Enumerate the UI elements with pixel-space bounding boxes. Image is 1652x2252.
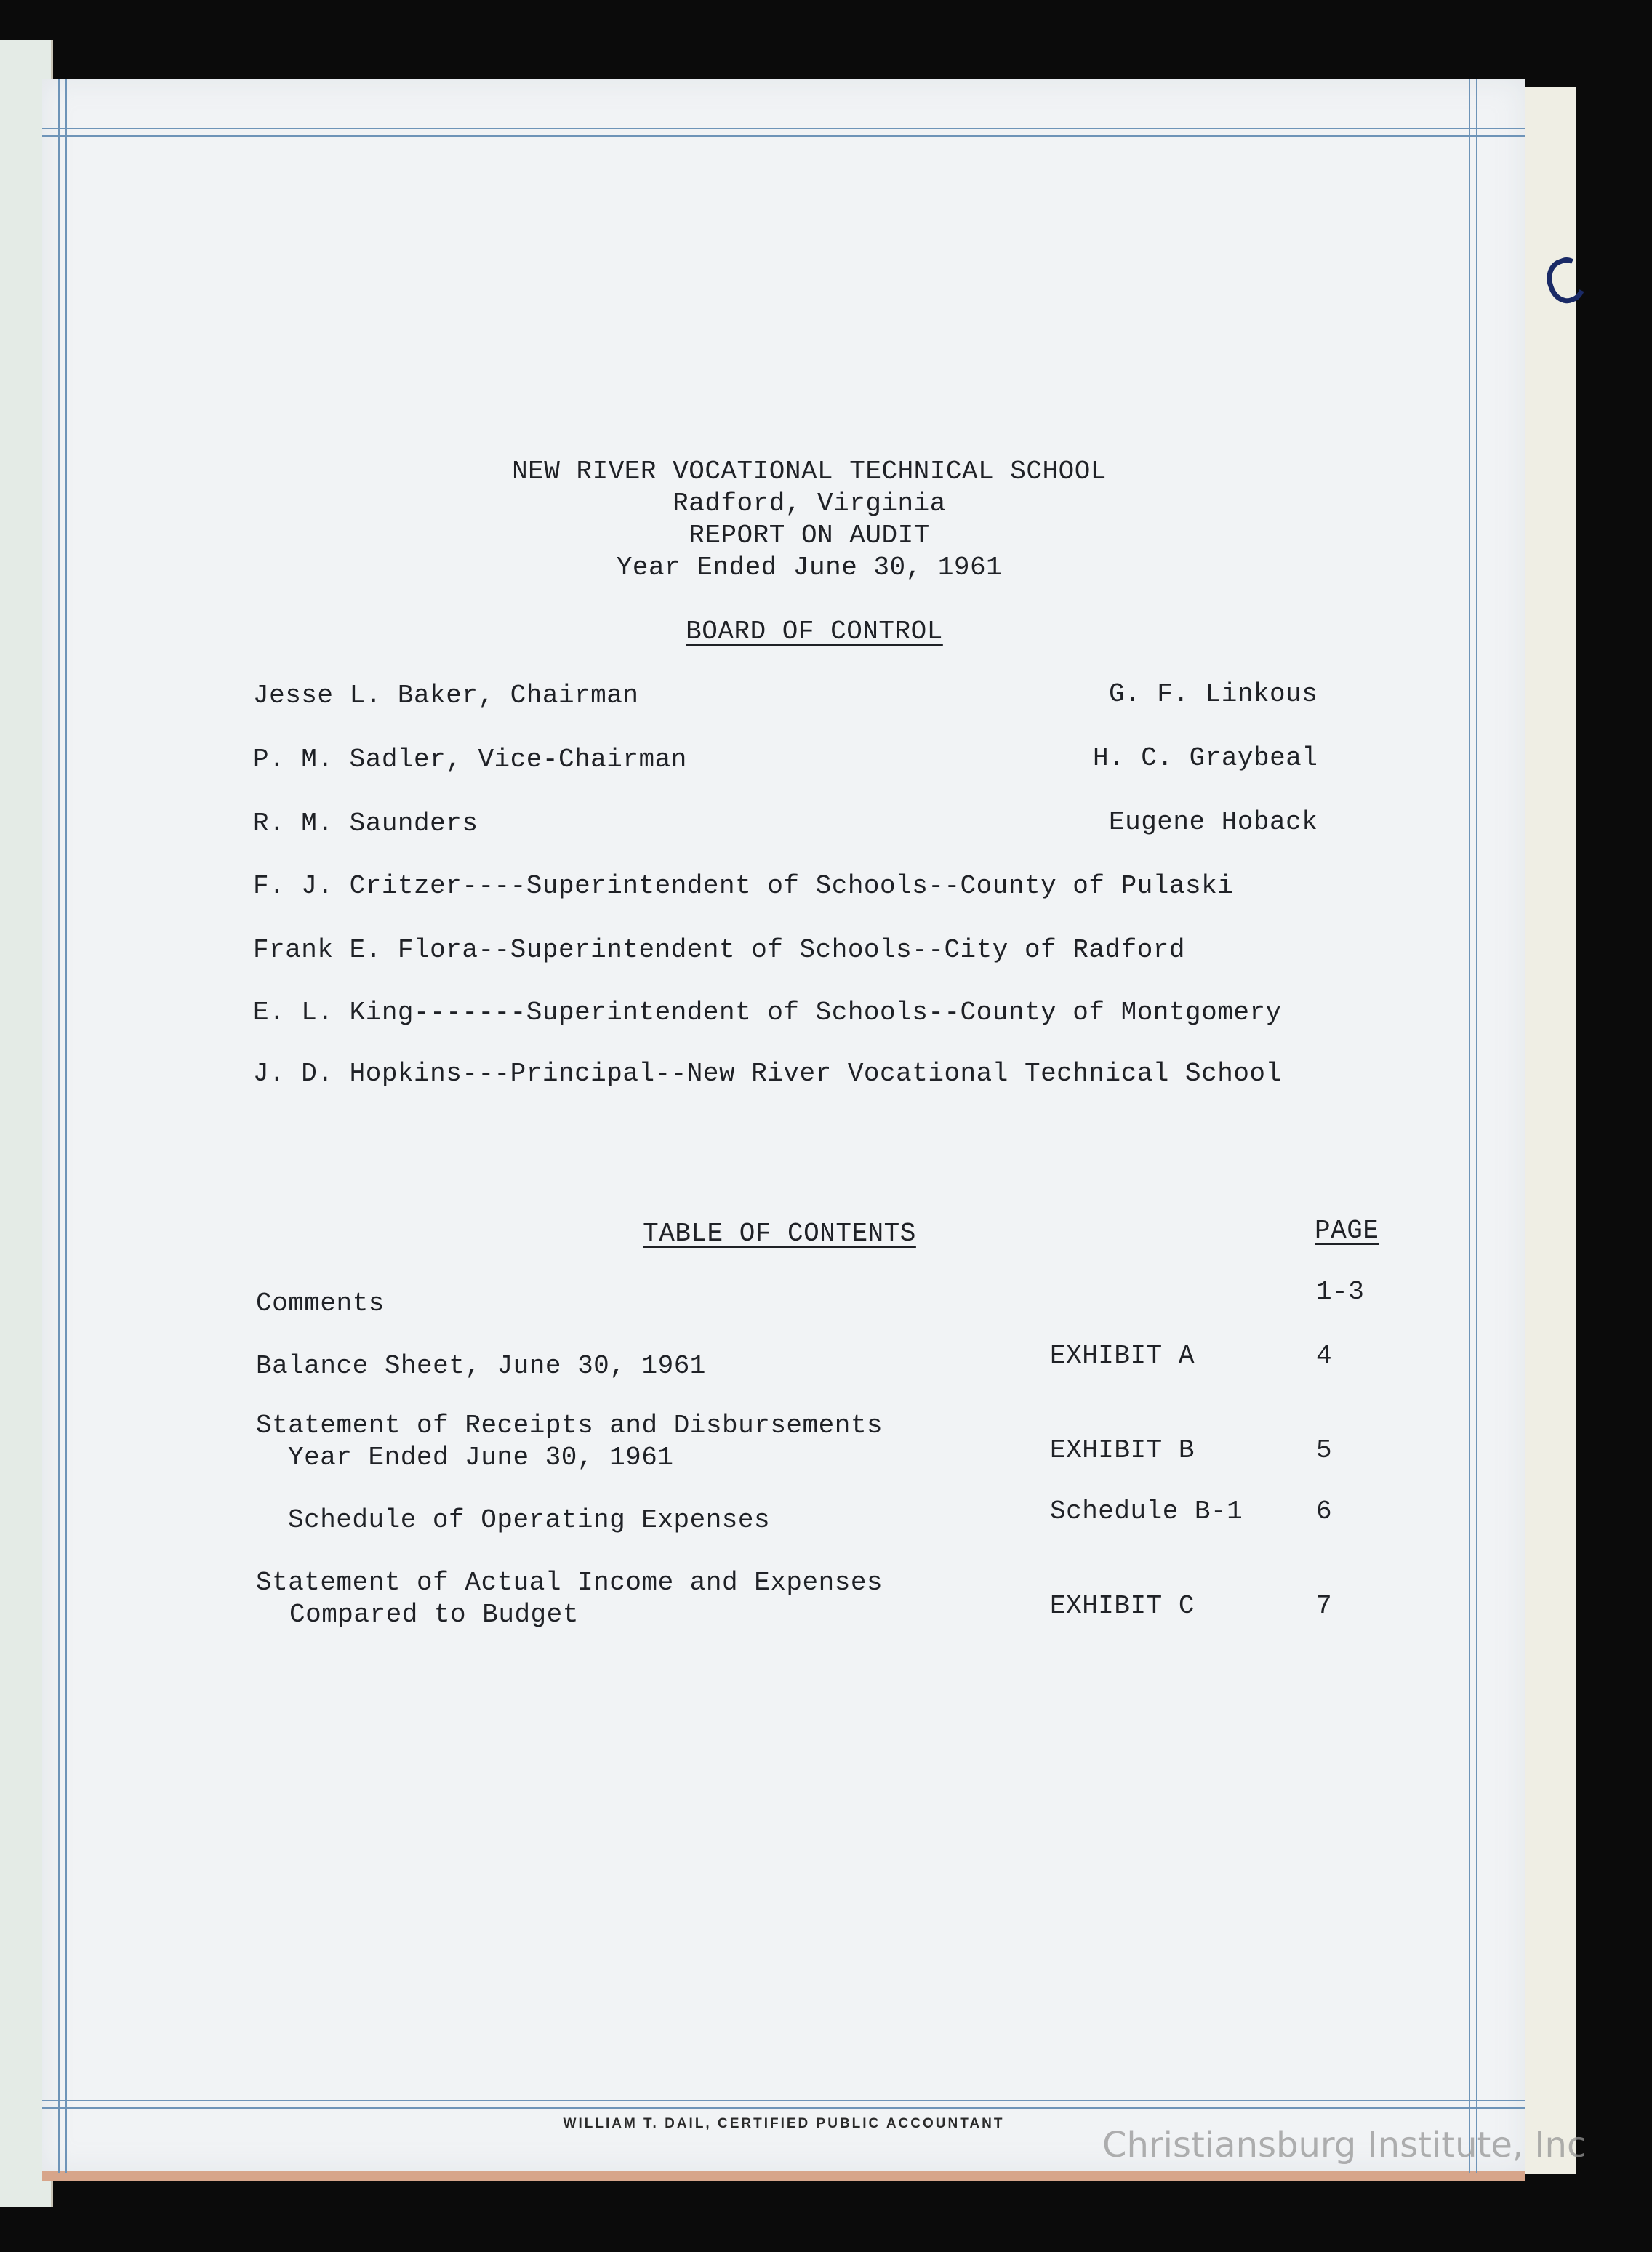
- board-member-left-3: R. M. Saunders: [253, 809, 478, 838]
- toc-title: TABLE OF CONTENTS: [643, 1219, 916, 1249]
- archive-watermark: Christiansburg Institute, Inc: [1102, 2125, 1587, 2165]
- report-title: REPORT ON AUDIT: [689, 521, 930, 550]
- toc-page-header: PAGE: [1315, 1216, 1379, 1246]
- report-period: Year Ended June 30, 1961: [616, 553, 1003, 582]
- toc-entry-2-page: 4: [1316, 1341, 1333, 1371]
- border-top-rule-1: [42, 128, 1525, 129]
- toc-entry-4-title: Schedule of Operating Expenses: [288, 1505, 771, 1535]
- toc-entry-2-exhibit: EXHIBIT A: [1050, 1341, 1195, 1371]
- border-bottom-rule-1: [42, 2100, 1525, 2101]
- board-line-3: E. L. King-------Superintendent of Schools--County of Montgomery: [253, 998, 1282, 1027]
- toc-entry-3-title-line2: Year Ended June 30, 1961: [288, 1443, 674, 1472]
- toc-entry-2-title: Balance Sheet, June 30, 1961: [256, 1351, 706, 1381]
- border-left-rule-2: [65, 79, 67, 2173]
- school-location: Radford, Virginia: [673, 489, 946, 518]
- toc-entry-5-exhibit: EXHIBIT C: [1050, 1591, 1195, 1621]
- accountant-footer: WILLIAM T. DAIL, CERTIFIED PUBLIC ACCOUNTANT: [563, 2116, 1005, 2131]
- border-left-rule-1: [58, 79, 60, 2173]
- border-right-rule-1: [1469, 79, 1470, 2173]
- toc-entry-1-title: Comments: [256, 1289, 385, 1318]
- toc-entry-3-exhibit: EXHIBIT B: [1050, 1435, 1195, 1465]
- board-member-right-3: Eugene Hoback: [1109, 807, 1318, 837]
- toc-entry-4-page: 6: [1316, 1496, 1333, 1526]
- toc-entry-5-page: 7: [1316, 1591, 1333, 1621]
- border-top-rule-2: [42, 135, 1525, 137]
- backing-sheet-edge: [1525, 87, 1576, 2174]
- toc-entry-3-title: Statement of Receipts and Disbursements: [256, 1411, 883, 1440]
- toc-entry-5-title: Statement of Actual Income and Expenses: [256, 1568, 883, 1598]
- toc-entry-5-title-line2: Compared to Budget: [289, 1600, 579, 1630]
- document-page: [42, 79, 1525, 2173]
- school-name: NEW RIVER VOCATIONAL TECHNICAL SCHOOL: [512, 457, 1107, 486]
- border-right-rule-2: [1476, 79, 1477, 2173]
- board-line-2: Frank E. Flora--Superintendent of Schools--City of Radford: [253, 935, 1186, 965]
- board-line-4: J. D. Hopkins---Principal--New River Vocational Technical School: [253, 1059, 1282, 1089]
- page-bottom-edge: [42, 2171, 1525, 2181]
- board-line-1: F. J. Critzer----Superintendent of Schools--County of Pulaski: [253, 871, 1234, 901]
- border-bottom-rule-2: [42, 2107, 1525, 2109]
- board-member-right-1: G. F. Linkous: [1109, 679, 1318, 709]
- toc-entry-3-page: 5: [1316, 1435, 1333, 1465]
- board-member-right-2: H. C. Graybeal: [1093, 743, 1318, 773]
- board-title: BOARD OF CONTROL: [686, 617, 943, 646]
- toc-entry-4-exhibit: Schedule B-1: [1050, 1496, 1243, 1526]
- board-member-left-1: Jesse L. Baker, Chairman: [253, 681, 639, 710]
- toc-entry-1-page: 1-3: [1316, 1277, 1365, 1307]
- board-member-left-2: P. M. Sadler, Vice-Chairman: [253, 745, 687, 774]
